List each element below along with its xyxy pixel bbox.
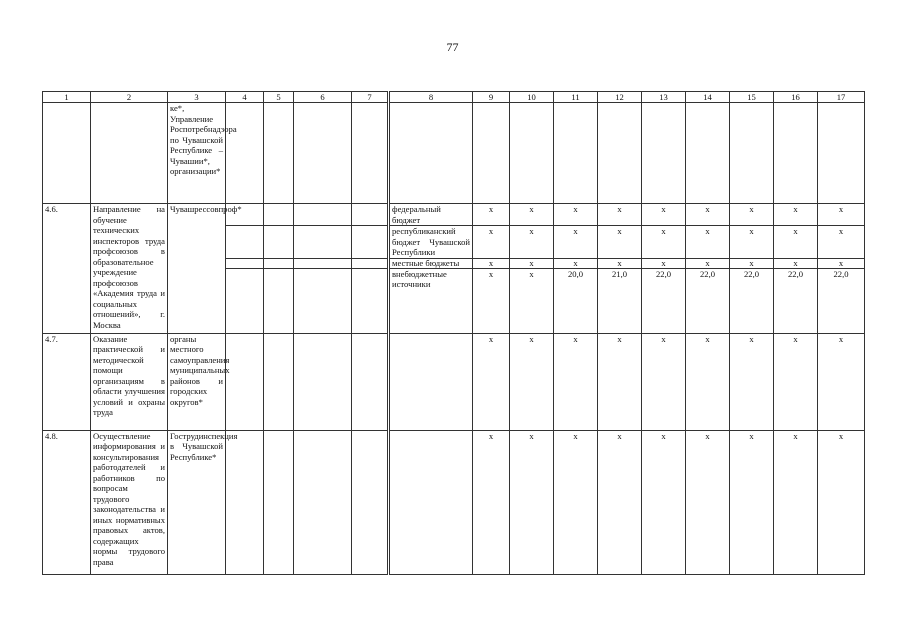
value-cell: х <box>598 430 642 574</box>
value-cell: х <box>598 333 642 430</box>
value-cell: х <box>774 226 818 259</box>
value-cell: х <box>730 258 774 268</box>
header-cell: 2 <box>91 92 168 103</box>
header-cell: 5 <box>264 92 294 103</box>
value-cell: х <box>510 430 554 574</box>
value-cell: х <box>686 226 730 259</box>
source-cell: местные бюджеты <box>389 258 473 268</box>
value-cell: х <box>642 333 686 430</box>
value-cell: 20,0 <box>554 268 598 333</box>
executor-cell: Чувашрессовпроф* <box>168 204 226 334</box>
value-cell: х <box>642 430 686 574</box>
header-cell: 12 <box>598 92 642 103</box>
value-cell: х <box>473 226 510 259</box>
table-row <box>43 333 865 430</box>
header-cell: 9 <box>473 92 510 103</box>
source-cell: федеральный бюджет <box>389 204 473 226</box>
value-cell: 22,0 <box>730 268 774 333</box>
page-number: 77 <box>446 40 459 54</box>
value-cell: х <box>642 258 686 268</box>
value-cell: х <box>554 430 598 574</box>
executor-cell: ке*, Управление Роспотребнадзора по Чувашской Республике – Чувашии*, организации* <box>168 103 226 204</box>
value-cell: х <box>730 204 774 226</box>
header-cell: 3 <box>168 92 226 103</box>
value-cell: х <box>686 430 730 574</box>
value-cell: х <box>598 226 642 259</box>
value-cell: х <box>554 258 598 268</box>
program-table <box>42 91 865 575</box>
activity-cell: Направление на обучение технических инспекторов труда профсоюзов в образовательное учреждение профсоюзов «Академия труда и социальных отношений», г. Москва <box>91 204 168 334</box>
header-cell: 14 <box>686 92 730 103</box>
value-cell: 22,0 <box>818 268 865 333</box>
value-cell: х <box>554 333 598 430</box>
header-row <box>43 92 865 103</box>
value-cell: х <box>510 333 554 430</box>
value-cell: х <box>510 268 554 333</box>
value-cell: х <box>598 204 642 226</box>
value-cell: 22,0 <box>686 268 730 333</box>
value-cell: х <box>686 333 730 430</box>
value-cell: х <box>554 226 598 259</box>
table-row <box>43 204 865 226</box>
header-cell: 4 <box>226 92 264 103</box>
value-cell: х <box>774 333 818 430</box>
activity-cell: Осуществление информирования и консультирования работодателей и работников по вопросам трудового законодательства и иных нормативных правовых актов, содержащих нормы трудового права <box>91 430 168 574</box>
row-number: 4.7. <box>43 333 91 430</box>
value-cell: х <box>510 258 554 268</box>
source-cell: республиканский бюджет Чувашской Республики <box>389 226 473 259</box>
value-cell: х <box>554 204 598 226</box>
value-cell: х <box>818 204 865 226</box>
header-cell: 11 <box>554 92 598 103</box>
value-cell: х <box>818 258 865 268</box>
value-cell: х <box>774 258 818 268</box>
header-cell: 8 <box>389 92 473 103</box>
value-cell: 22,0 <box>642 268 686 333</box>
source-cell: внебюджетные источники <box>389 268 473 333</box>
header-cell: 10 <box>510 92 554 103</box>
value-cell: х <box>510 226 554 259</box>
value-cell: х <box>686 204 730 226</box>
value-cell: х <box>730 333 774 430</box>
header-cell: 6 <box>294 92 352 103</box>
value-cell: х <box>818 333 865 430</box>
value-cell: х <box>642 226 686 259</box>
header-cell: 1 <box>43 92 91 103</box>
value-cell: х <box>598 258 642 268</box>
executor-cell: органы местного самоуправления муниципальных районов и городских округов* <box>168 333 226 430</box>
value-cell: х <box>818 430 865 574</box>
value-cell: х <box>473 268 510 333</box>
value-cell: х <box>774 204 818 226</box>
value-cell: х <box>730 430 774 574</box>
row-number: 4.6. <box>43 204 91 334</box>
value-cell: 21,0 <box>598 268 642 333</box>
header-cell: 17 <box>818 92 865 103</box>
header-cell: 15 <box>730 92 774 103</box>
value-cell: х <box>686 258 730 268</box>
value-cell: х <box>510 204 554 226</box>
executor-cell: Гострудинспекция в Чувашской Республике* <box>168 430 226 574</box>
value-cell: х <box>473 430 510 574</box>
row-number: 4.8. <box>43 430 91 574</box>
value-cell: 22,0 <box>774 268 818 333</box>
value-cell: х <box>730 226 774 259</box>
header-cell: 13 <box>642 92 686 103</box>
value-cell: х <box>774 430 818 574</box>
value-cell: х <box>818 226 865 259</box>
value-cell: х <box>473 333 510 430</box>
header-cell: 16 <box>774 92 818 103</box>
header-cell: 7 <box>352 92 389 103</box>
value-cell: х <box>642 204 686 226</box>
activity-cell: Оказание практической и методической помощи организациям в области улучшения условий и охраны труда <box>91 333 168 430</box>
value-cell: х <box>473 258 510 268</box>
table-row <box>43 103 865 204</box>
value-cell: х <box>473 204 510 226</box>
table-row <box>43 430 865 574</box>
